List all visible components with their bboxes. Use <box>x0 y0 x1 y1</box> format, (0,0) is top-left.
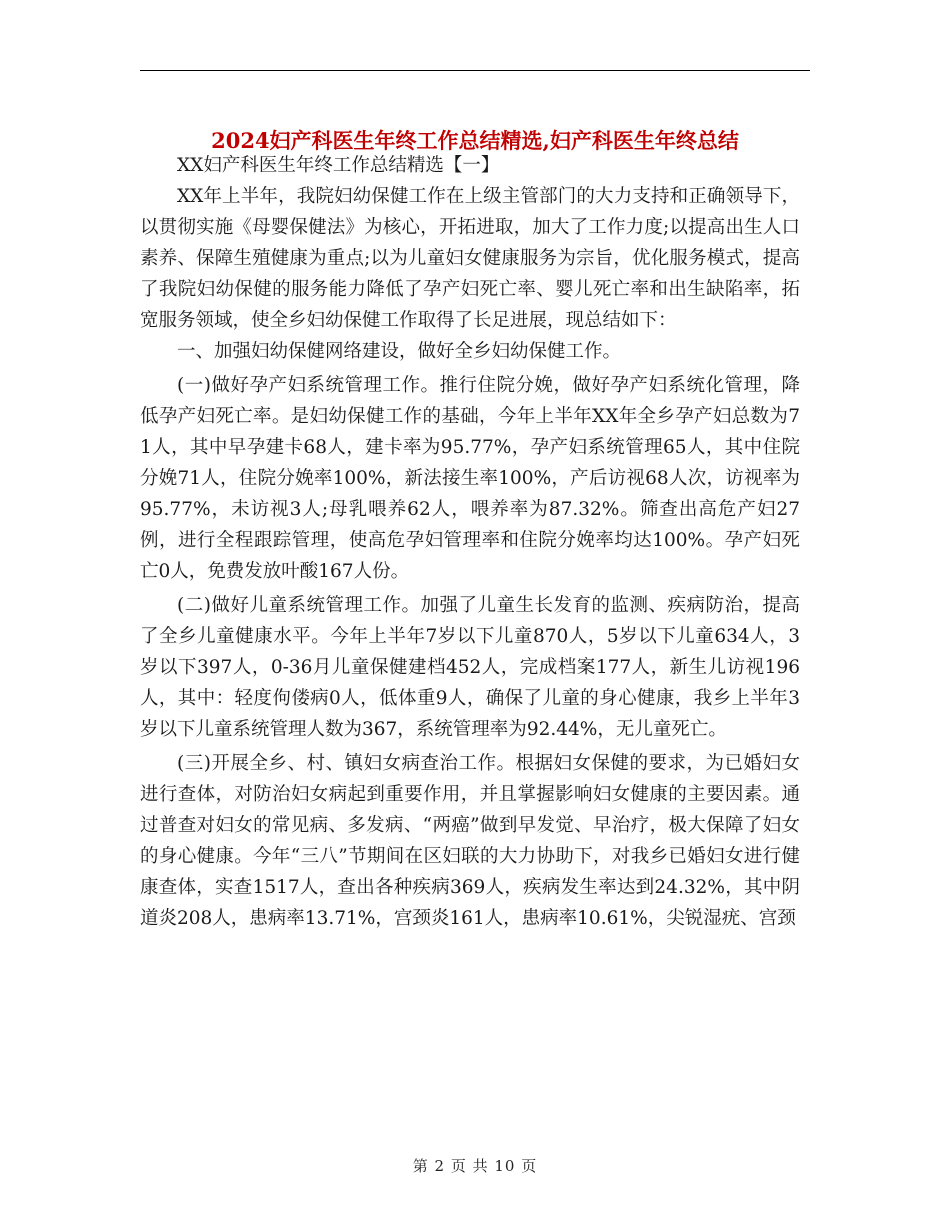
paragraph-women-screening: (三)开展全乡、村、镇妇女病查治工作。根据妇女保健的要求，为已婚妇女进行查体，对防治妇女病起到重要作用，并且掌握影响妇女健康的主要因素。通过普查对妇女的常见病、多发病、“两癌”做到早发觉、早治疗，极大保障了妇女的身心健康。今年“三八”节期间在区妇联的大力协助下，对我乡已婚妇女进行健康查体，实查1517人，查出各种疾病369人，疾病发生率达到24.32%，其中阴道炎208人，患病率13.71%，宫颈炎161人，患病率10.61%，尖锐湿疣、宫颈 <box>140 753 800 929</box>
document-title: 2024妇产科医生年终工作总结精选,妇产科医生年终总结 <box>211 128 739 154</box>
section-heading: XX妇产科医生年终工作总结精选【一】 <box>177 155 500 176</box>
paragraph-child-management: (二)做好儿童系统管理工作。加强了儿童生长发育的监测、疾病防治，提高了全乡儿童健康水平。今年上半年7岁以下儿童870人，5岁以下儿童634人，3岁以下397人，0-36月儿童保健建档452人，完成档案177人，新生儿访视196人，其中：轻度佝偻病0人，低体重9人，确保了儿童的身心健康，我乡上半年3岁以下儿童系统管理人数为367，系统管理率为92.44%，无儿童死亡。 <box>140 595 800 740</box>
section-one-heading: 一、加强妇幼保健网络建设，做好全乡妇幼保健工作。 <box>177 341 622 362</box>
header-rule <box>140 70 810 71</box>
intro-paragraph: XX年上半年，我院妇幼保健工作在上级主管部门的大力支持和正确领导下，以贯彻实施《母婴保健法》为核心，开拓进取，加大了工作力度;以提高出生人口素养、保障生殖健康为重点;以为儿童妇女健康服务为宗旨，优化服务模式，提高了我院妇幼保健的服务能力降低了孕产妇死亡率、婴儿死亡率和出生缺陷率，拓宽服务领域，使全乡妇幼保健工作取得了长足进展，现总结如下： <box>140 186 800 331</box>
paragraph-maternal-management: (一)做好孕产妇系统管理工作。推行住院分娩，做好孕产妇系统化管理，降低孕产妇死亡率。是妇幼保健工作的基础，今年上半年XX年全乡孕产妇总数为71人，其中早孕建卡68人，建卡率为95.77%，孕产妇系统管理65人，其中住院分娩71人，住院分娩率100%，新法接生率100%，产后访视68人次，访视率为95.77%，未访视3人;母乳喂养62人，喂养率为87.32%。筛查出高危产妇27例，进行全程跟踪管理，使高危孕妇管理率和住院分娩率均达100%。孕产妇死亡0人，免费发放叶酸167人份。 <box>140 375 800 582</box>
page-number: 第 2 页 共 10 页 <box>412 1157 538 1175</box>
document-body <box>140 150 800 937</box>
